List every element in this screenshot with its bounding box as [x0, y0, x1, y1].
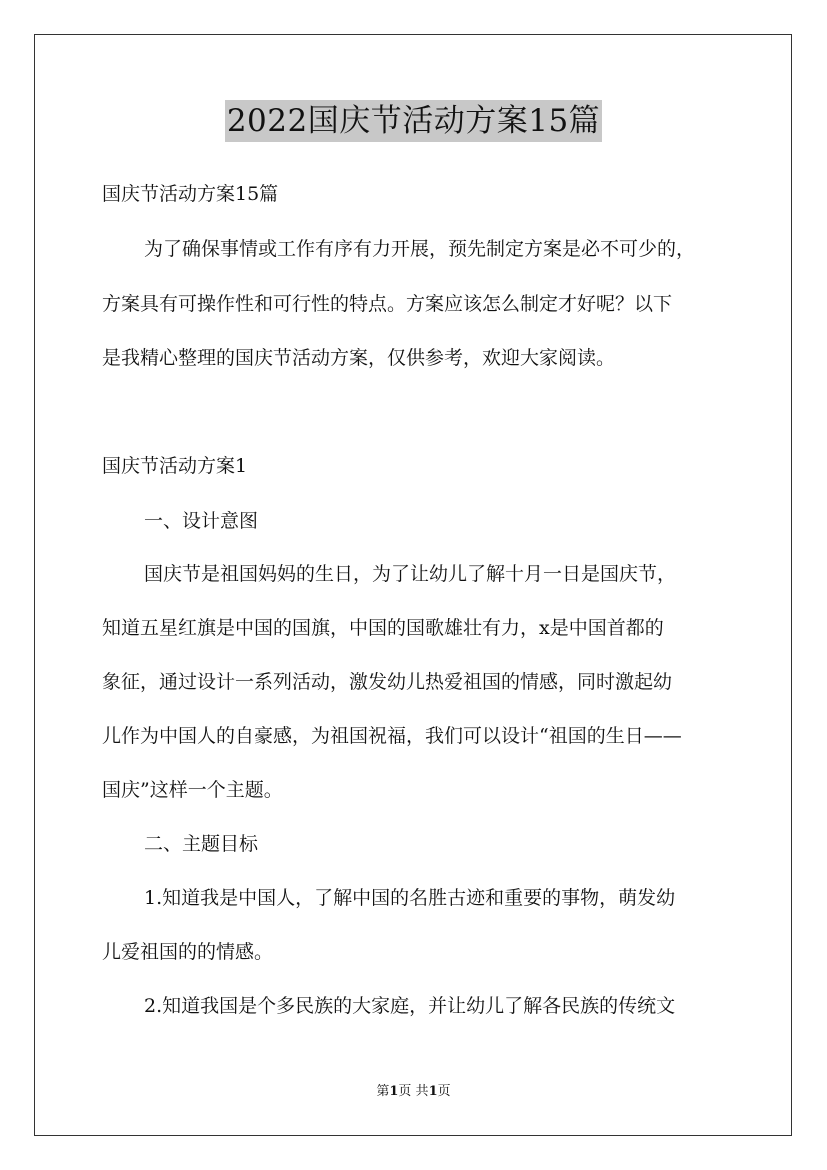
paragraph-line: 儿作为中国人的自豪感，为祖国祝福，我们可以设计“祖国的生日—— [102, 725, 682, 747]
paragraph-line: 是我精心整理的国庆节活动方案，仅供参考，欢迎大家阅读。 [102, 347, 616, 369]
paragraph-line: 儿爱祖国的的情感。 [102, 941, 274, 963]
paragraph-line: 方案具有可操作性和可行性的特点。方案应该怎么制定才好呢？以下 [102, 293, 673, 315]
section-heading: 国庆节活动方案1 [102, 455, 248, 477]
subsection-heading: 一、设计意图 [144, 510, 259, 532]
document-title: 2022国庆节活动方案15篇 [225, 100, 602, 142]
subsection-heading: 二、主题目标 [144, 833, 259, 855]
paragraph-line: 为了确保事情或工作有序有力开展，预先制定方案是必不可少的， [144, 238, 696, 260]
paragraph-line: 国庆节是祖国妈妈的生日，为了让幼儿了解十月一日是国庆节， [144, 563, 677, 585]
paragraph-line: 象征，通过设计一系列活动，激发幼儿热爱祖国的情感，同时激起幼 [102, 671, 673, 693]
page-footer [0, 1083, 827, 1101]
footer-total-pages: 1 [428, 1084, 438, 1099]
paragraph-line: 2.知道我国是个多民族的大家庭，并让幼儿了解各民族的传统文 [144, 995, 676, 1017]
paragraph-line: 1.知道我是中国人，了解中国的名胜古迹和重要的事物，萌发幼 [144, 887, 676, 909]
paragraph-line: 知道五星红旗是中国的国旗，中国的国歌雄壮有力，x是中国首都的 [102, 617, 664, 639]
subtitle: 国庆节活动方案15篇 [102, 183, 279, 205]
footer-suffix: 页 [437, 1084, 451, 1099]
footer-prefix: 第 [376, 1084, 390, 1099]
paragraph-line: 国庆”这样一个主题。 [102, 779, 283, 801]
footer-page-number: 1 [389, 1084, 399, 1099]
title-container [0, 100, 827, 142]
footer-mid: 页 共 [398, 1084, 429, 1099]
